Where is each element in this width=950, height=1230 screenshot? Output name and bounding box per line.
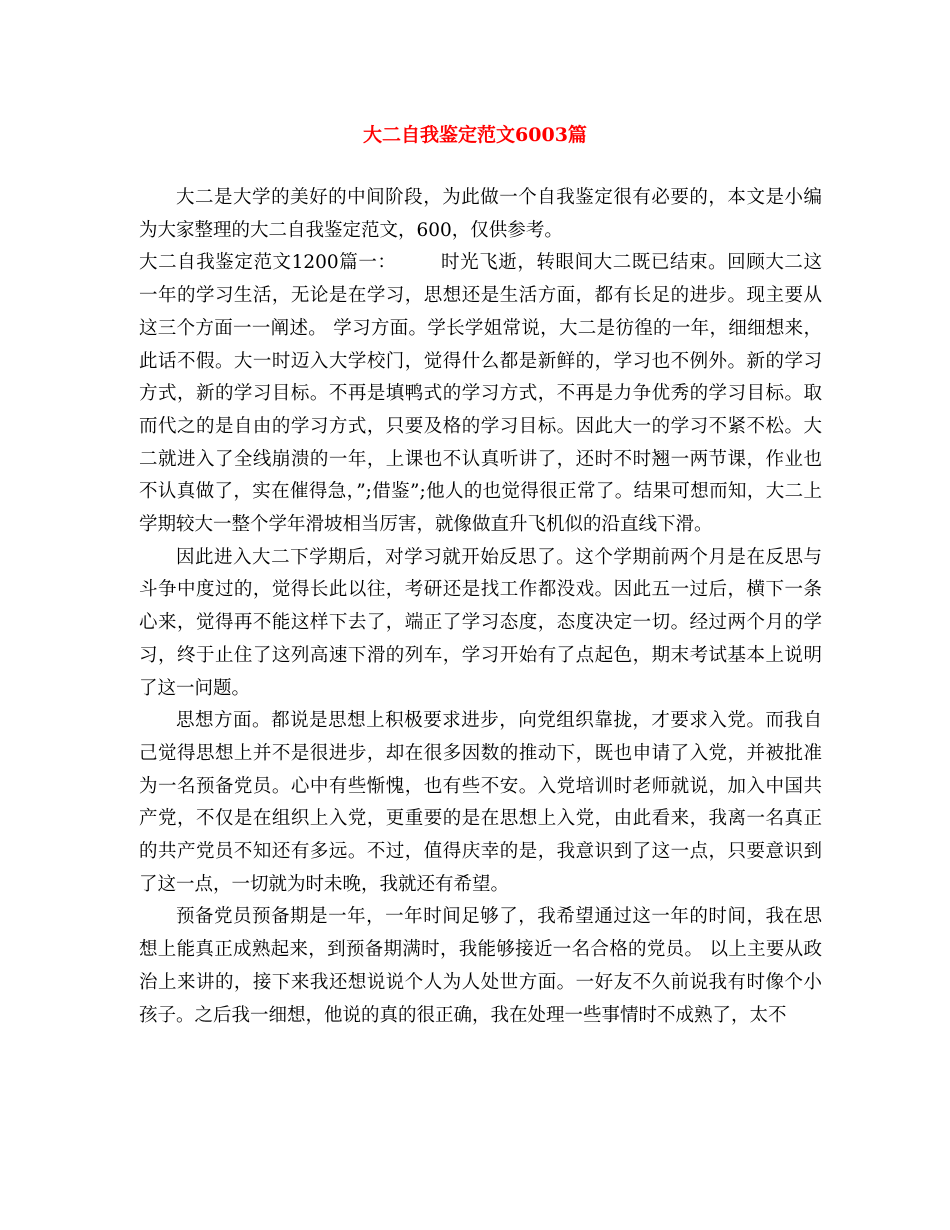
document-body [139,182,822,1032]
body-paragraph-2: 因此进入大二下学期后，对学习就开始反思了。这个学期前两个月是在反思与斗争中度过的，觉得长此以往，考研还是找工作都没戏。因此五一过后，横下一条心来，觉得再不能这样下去了，端正了学习态度，态度决定一切。经过两个月的学习，终于止住了这列高速下滑的列车，学习开始有了点起色，期末考试基本上说明了这一问题。 [139,546,822,699]
intro-paragraph: 大二是大学的美好的中间阶段，为此做一个自我鉴定很有必要的，本文是小编为大家整理的大二自我鉴定范文，600，仅供参考。 [139,187,822,241]
section-paragraph [139,247,822,541]
body-paragraph-3: 思想方面。都说是思想上积极要求进步，向党组织靠拢，才要求入党。而我自己觉得思想上并不是很进步，却在很多因数的推动下，既也申请了入党，并被批准为一名预备党员。心中有些惭愧，也有些不安。入党培训时老师就说，加入中国共产党，不仅是在组织上入党，更重要的是在思想上入党，由此看来，我离一名真正的共产党员不知还有多远。不过，值得庆幸的是，我意识到了这一点，只要意识到了这一点，一切就为时未晚，我就还有希望。 [139,710,822,895]
section-heading: 大二自我鉴定范文1200篇一： [139,252,397,274]
body-paragraph-1: 时光飞逝，转眼间大二既已结束。回顾大二这一年的学习生活，无论是在学习，思想还是生活方面，都有长足的进步。现主要从这三个方面一一阐述。 学习方面。学长学姐常说，大二是彷徨的一年，细细想来，此话不假。大一时迈入大学校门，觉得什么都是新鲜的，学习也不例外。新的学习方式，新的学习目标。不再是填鸭式的学习方式，不再是力争优秀的学习目标。取而代之的是自由的学习方式，只要及格的学习目标。因此大一的学习不紧不松。大二就进入了全线崩溃的一年，上课也不认真听讲了，还时不时翘一两节课，作业也不认真做了，实在催得急，”;借鉴”;他人的也觉得很正常了。结果可想而知，大二上学期较大一整个学年滑坡相当厉害，就像做直升飞机似的沿直线下滑。 [139,252,822,536]
document-title: 大二自我鉴定范文6003篇 [363,124,587,146]
body-paragraph-4: 预备党员预备期是一年，一年时间足够了，我希望通过这一年的时间，我在思想上能真正成熟起来，到预备期满时，我能够接近一名合格的党员。 以上主要从政治上来讲的，接下来我还想说说个人为人处世方面。一好友不久前说我有时像个小孩子。之后我一细想，他说的真的很正确，我在处理一些事情时不成熟了，太不 [139,906,822,1026]
